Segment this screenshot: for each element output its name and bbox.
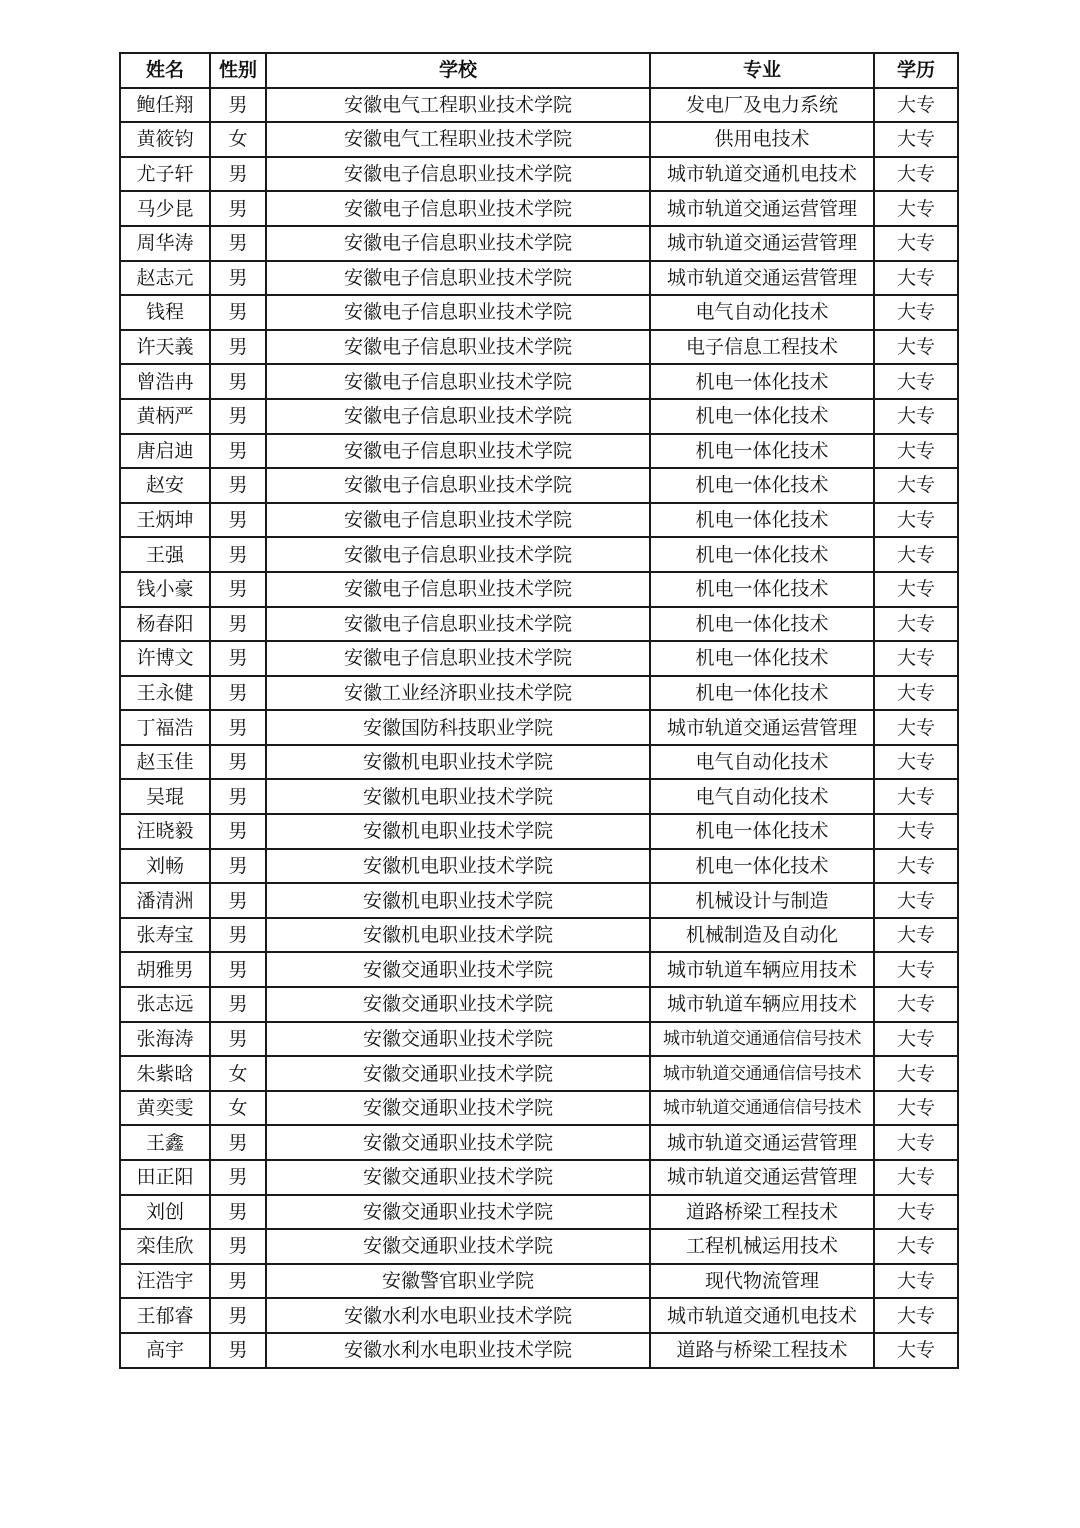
cell-name: 周华涛	[120, 226, 210, 261]
cell-school: 安徽国防科技职业学院	[266, 710, 650, 745]
cell-name: 赵安	[120, 468, 210, 503]
cell-education: 大专	[874, 364, 958, 399]
cell-major: 城市轨道交通机电技术	[650, 157, 874, 192]
table-row	[120, 1333, 958, 1368]
table-row	[120, 1264, 958, 1299]
table-row	[120, 814, 958, 849]
table-row	[120, 226, 958, 261]
cell-gender: 男	[210, 1022, 266, 1057]
cell-education: 大专	[874, 88, 958, 123]
cell-education: 大专	[874, 1022, 958, 1057]
cell-major: 机电一体化技术	[650, 468, 874, 503]
cell-education: 大专	[874, 1333, 958, 1368]
cell-major: 电子信息工程技术	[650, 330, 874, 365]
cell-name: 曾浩冉	[120, 364, 210, 399]
cell-name: 赵玉佳	[120, 745, 210, 780]
cell-school: 安徽交通职业技术学院	[266, 1229, 650, 1264]
cell-name: 潘清洲	[120, 883, 210, 918]
cell-education: 大专	[874, 295, 958, 330]
cell-school: 安徽机电职业技术学院	[266, 814, 650, 849]
table-row	[120, 503, 958, 538]
cell-gender: 男	[210, 1333, 266, 1368]
cell-gender: 女	[210, 1091, 266, 1126]
cell-gender: 女	[210, 122, 266, 157]
cell-gender: 男	[210, 295, 266, 330]
table-row	[120, 779, 958, 814]
cell-school: 安徽电子信息职业技术学院	[266, 607, 650, 642]
cell-school: 安徽交通职业技术学院	[266, 1160, 650, 1195]
cell-name: 刘创	[120, 1195, 210, 1230]
cell-school: 安徽电子信息职业技术学院	[266, 537, 650, 572]
cell-education: 大专	[874, 745, 958, 780]
cell-education: 大专	[874, 537, 958, 572]
cell-education: 大专	[874, 1229, 958, 1264]
cell-school: 安徽工业经济职业技术学院	[266, 676, 650, 711]
cell-education: 大专	[874, 503, 958, 538]
cell-education: 大专	[874, 191, 958, 226]
cell-gender: 男	[210, 918, 266, 953]
cell-education: 大专	[874, 710, 958, 745]
cell-gender: 男	[210, 191, 266, 226]
cell-gender: 男	[210, 157, 266, 192]
cell-gender: 男	[210, 468, 266, 503]
cell-gender: 男	[210, 1298, 266, 1333]
table-row	[120, 88, 958, 123]
cell-education: 大专	[874, 122, 958, 157]
cell-gender: 男	[210, 261, 266, 296]
cell-name: 吴琨	[120, 779, 210, 814]
cell-name: 许天義	[120, 330, 210, 365]
cell-school: 安徽水利水电职业技术学院	[266, 1333, 650, 1368]
cell-education: 大专	[874, 434, 958, 469]
cell-name: 朱紫晗	[120, 1056, 210, 1091]
cell-name: 鲍任翔	[120, 88, 210, 123]
table-row	[120, 330, 958, 365]
cell-gender: 男	[210, 572, 266, 607]
cell-major: 现代物流管理	[650, 1264, 874, 1299]
cell-major: 城市轨道交通运营管理	[650, 261, 874, 296]
cell-school: 安徽电子信息职业技术学院	[266, 157, 650, 192]
cell-gender: 男	[210, 987, 266, 1022]
cell-education: 大专	[874, 226, 958, 261]
cell-gender: 男	[210, 364, 266, 399]
table-row	[120, 1160, 958, 1195]
header-major: 专业	[650, 53, 874, 88]
cell-school: 安徽电子信息职业技术学院	[266, 295, 650, 330]
cell-school: 安徽交通职业技术学院	[266, 952, 650, 987]
cell-name: 王永健	[120, 676, 210, 711]
cell-major: 机械设计与制造	[650, 883, 874, 918]
cell-gender: 男	[210, 537, 266, 572]
cell-school: 安徽交通职业技术学院	[266, 1091, 650, 1126]
cell-gender: 男	[210, 849, 266, 884]
table-row	[120, 676, 958, 711]
cell-education: 大专	[874, 641, 958, 676]
table-row	[120, 1229, 958, 1264]
cell-major: 城市轨道交通通信信号技术	[650, 1022, 874, 1057]
cell-school: 安徽电子信息职业技术学院	[266, 261, 650, 296]
table-row	[120, 1298, 958, 1333]
cell-major: 城市轨道交通运营管理	[650, 1160, 874, 1195]
cell-major: 机械制造及自动化	[650, 918, 874, 953]
cell-education: 大专	[874, 330, 958, 365]
cell-gender: 男	[210, 641, 266, 676]
cell-major: 供用电技术	[650, 122, 874, 157]
cell-school: 安徽交通职业技术学院	[266, 1195, 650, 1230]
table-row	[120, 745, 958, 780]
table-row	[120, 1091, 958, 1126]
header-school: 学校	[266, 53, 650, 88]
cell-name: 尤子轩	[120, 157, 210, 192]
cell-gender: 男	[210, 399, 266, 434]
table-row	[120, 157, 958, 192]
table-row	[120, 1056, 958, 1091]
header-gender: 性别	[210, 53, 266, 88]
cell-education: 大专	[874, 987, 958, 1022]
cell-name: 王炳坤	[120, 503, 210, 538]
header-education: 学历	[874, 53, 958, 88]
cell-major: 机电一体化技术	[650, 676, 874, 711]
cell-major: 机电一体化技术	[650, 399, 874, 434]
cell-name: 栾佳欣	[120, 1229, 210, 1264]
cell-major: 城市轨道交通机电技术	[650, 1298, 874, 1333]
cell-education: 大专	[874, 1091, 958, 1126]
cell-gender: 男	[210, 952, 266, 987]
table-row	[120, 191, 958, 226]
cell-major: 电气自动化技术	[650, 779, 874, 814]
cell-major: 机电一体化技术	[650, 849, 874, 884]
cell-education: 大专	[874, 814, 958, 849]
cell-name: 汪浩宇	[120, 1264, 210, 1299]
cell-name: 刘畅	[120, 849, 210, 884]
cell-name: 黄奕雯	[120, 1091, 210, 1126]
cell-gender: 男	[210, 710, 266, 745]
cell-name: 丁福浩	[120, 710, 210, 745]
cell-gender: 男	[210, 503, 266, 538]
cell-gender: 男	[210, 226, 266, 261]
cell-education: 大专	[874, 1056, 958, 1091]
cell-name: 杨春阳	[120, 607, 210, 642]
cell-name: 黄柄严	[120, 399, 210, 434]
cell-name: 高宇	[120, 1333, 210, 1368]
table-row	[120, 987, 958, 1022]
cell-gender: 男	[210, 1264, 266, 1299]
cell-education: 大专	[874, 261, 958, 296]
table-row	[120, 918, 958, 953]
cell-name: 张志远	[120, 987, 210, 1022]
table-row	[120, 261, 958, 296]
cell-school: 安徽交通职业技术学院	[266, 1125, 650, 1160]
cell-school: 安徽电子信息职业技术学院	[266, 434, 650, 469]
table-body	[120, 88, 958, 1368]
table-header	[120, 53, 958, 88]
cell-education: 大专	[874, 1125, 958, 1160]
table-row	[120, 849, 958, 884]
cell-major: 城市轨道车辆应用技术	[650, 987, 874, 1022]
table-row	[120, 468, 958, 503]
table-row	[120, 399, 958, 434]
cell-school: 安徽电子信息职业技术学院	[266, 364, 650, 399]
cell-major: 道路桥梁工程技术	[650, 1195, 874, 1230]
cell-education: 大专	[874, 779, 958, 814]
cell-education: 大专	[874, 468, 958, 503]
cell-major: 城市轨道车辆应用技术	[650, 952, 874, 987]
cell-major: 城市轨道交通运营管理	[650, 226, 874, 261]
table-row	[120, 883, 958, 918]
cell-education: 大专	[874, 1264, 958, 1299]
cell-education: 大专	[874, 1160, 958, 1195]
cell-name: 汪晓毅	[120, 814, 210, 849]
cell-school: 安徽电气工程职业技术学院	[266, 122, 650, 157]
cell-school: 安徽电子信息职业技术学院	[266, 399, 650, 434]
cell-gender: 男	[210, 434, 266, 469]
cell-major: 道路与桥梁工程技术	[650, 1333, 874, 1368]
cell-name: 张寿宝	[120, 918, 210, 953]
cell-education: 大专	[874, 572, 958, 607]
cell-education: 大专	[874, 883, 958, 918]
cell-major: 机电一体化技术	[650, 607, 874, 642]
cell-major: 发电厂及电力系统	[650, 88, 874, 123]
roster-table	[119, 52, 959, 1369]
table-row	[120, 710, 958, 745]
cell-major: 电气自动化技术	[650, 745, 874, 780]
cell-education: 大专	[874, 1298, 958, 1333]
cell-education: 大专	[874, 399, 958, 434]
cell-major: 城市轨道交通运营管理	[650, 1125, 874, 1160]
cell-gender: 男	[210, 1125, 266, 1160]
table-row	[120, 641, 958, 676]
cell-gender: 女	[210, 1056, 266, 1091]
cell-name: 田正阳	[120, 1160, 210, 1195]
cell-major: 工程机械运用技术	[650, 1229, 874, 1264]
cell-major: 城市轨道交通运营管理	[650, 191, 874, 226]
table-row	[120, 607, 958, 642]
cell-gender: 男	[210, 814, 266, 849]
cell-school: 安徽机电职业技术学院	[266, 918, 650, 953]
cell-school: 安徽交通职业技术学院	[266, 987, 650, 1022]
cell-school: 安徽电子信息职业技术学院	[266, 572, 650, 607]
table-row	[120, 537, 958, 572]
cell-name: 王鑫	[120, 1125, 210, 1160]
roster-sheet	[119, 52, 957, 1369]
cell-education: 大专	[874, 952, 958, 987]
cell-school: 安徽机电职业技术学院	[266, 745, 650, 780]
cell-school: 安徽机电职业技术学院	[266, 883, 650, 918]
table-row	[120, 295, 958, 330]
cell-school: 安徽机电职业技术学院	[266, 849, 650, 884]
cell-gender: 男	[210, 330, 266, 365]
cell-name: 胡雅男	[120, 952, 210, 987]
cell-name: 钱小豪	[120, 572, 210, 607]
table-row	[120, 434, 958, 469]
cell-gender: 男	[210, 1195, 266, 1230]
cell-education: 大专	[874, 1195, 958, 1230]
cell-school: 安徽电子信息职业技术学院	[266, 641, 650, 676]
cell-major: 机电一体化技术	[650, 364, 874, 399]
cell-major: 城市轨道交通运营管理	[650, 710, 874, 745]
cell-education: 大专	[874, 676, 958, 711]
table-row	[120, 572, 958, 607]
cell-school: 安徽电子信息职业技术学院	[266, 468, 650, 503]
cell-school: 安徽电子信息职业技术学院	[266, 330, 650, 365]
cell-name: 张海涛	[120, 1022, 210, 1057]
header-row	[120, 53, 958, 88]
cell-school: 安徽警官职业学院	[266, 1264, 650, 1299]
cell-school: 安徽交通职业技术学院	[266, 1056, 650, 1091]
cell-school: 安徽交通职业技术学院	[266, 1022, 650, 1057]
cell-gender: 男	[210, 883, 266, 918]
cell-gender: 男	[210, 1229, 266, 1264]
cell-major: 城市轨道交通通信信号技术	[650, 1091, 874, 1126]
table-row	[120, 952, 958, 987]
cell-education: 大专	[874, 849, 958, 884]
cell-name: 许博文	[120, 641, 210, 676]
cell-school: 安徽水利水电职业技术学院	[266, 1298, 650, 1333]
table-row	[120, 364, 958, 399]
cell-education: 大专	[874, 157, 958, 192]
table-row	[120, 122, 958, 157]
cell-education: 大专	[874, 918, 958, 953]
cell-school: 安徽机电职业技术学院	[266, 779, 650, 814]
cell-gender: 男	[210, 779, 266, 814]
cell-school: 安徽电子信息职业技术学院	[266, 226, 650, 261]
table-row	[120, 1125, 958, 1160]
cell-major: 城市轨道交通通信信号技术	[650, 1056, 874, 1091]
cell-school: 安徽电子信息职业技术学院	[266, 191, 650, 226]
cell-gender: 男	[210, 745, 266, 780]
cell-name: 唐启迪	[120, 434, 210, 469]
cell-name: 马少昆	[120, 191, 210, 226]
cell-gender: 男	[210, 88, 266, 123]
cell-name: 黄筱钧	[120, 122, 210, 157]
header-name: 姓名	[120, 53, 210, 88]
cell-major: 电气自动化技术	[650, 295, 874, 330]
cell-major: 机电一体化技术	[650, 537, 874, 572]
cell-name: 王强	[120, 537, 210, 572]
cell-gender: 男	[210, 676, 266, 711]
cell-major: 机电一体化技术	[650, 503, 874, 538]
cell-major: 机电一体化技术	[650, 641, 874, 676]
cell-gender: 男	[210, 1160, 266, 1195]
cell-name: 赵志元	[120, 261, 210, 296]
table-row	[120, 1022, 958, 1057]
cell-school: 安徽电子信息职业技术学院	[266, 503, 650, 538]
table-row	[120, 1195, 958, 1230]
cell-name: 王郁睿	[120, 1298, 210, 1333]
cell-major: 机电一体化技术	[650, 434, 874, 469]
cell-name: 钱程	[120, 295, 210, 330]
cell-gender: 男	[210, 607, 266, 642]
cell-major: 机电一体化技术	[650, 572, 874, 607]
cell-education: 大专	[874, 607, 958, 642]
cell-school: 安徽电气工程职业技术学院	[266, 88, 650, 123]
cell-major: 机电一体化技术	[650, 814, 874, 849]
